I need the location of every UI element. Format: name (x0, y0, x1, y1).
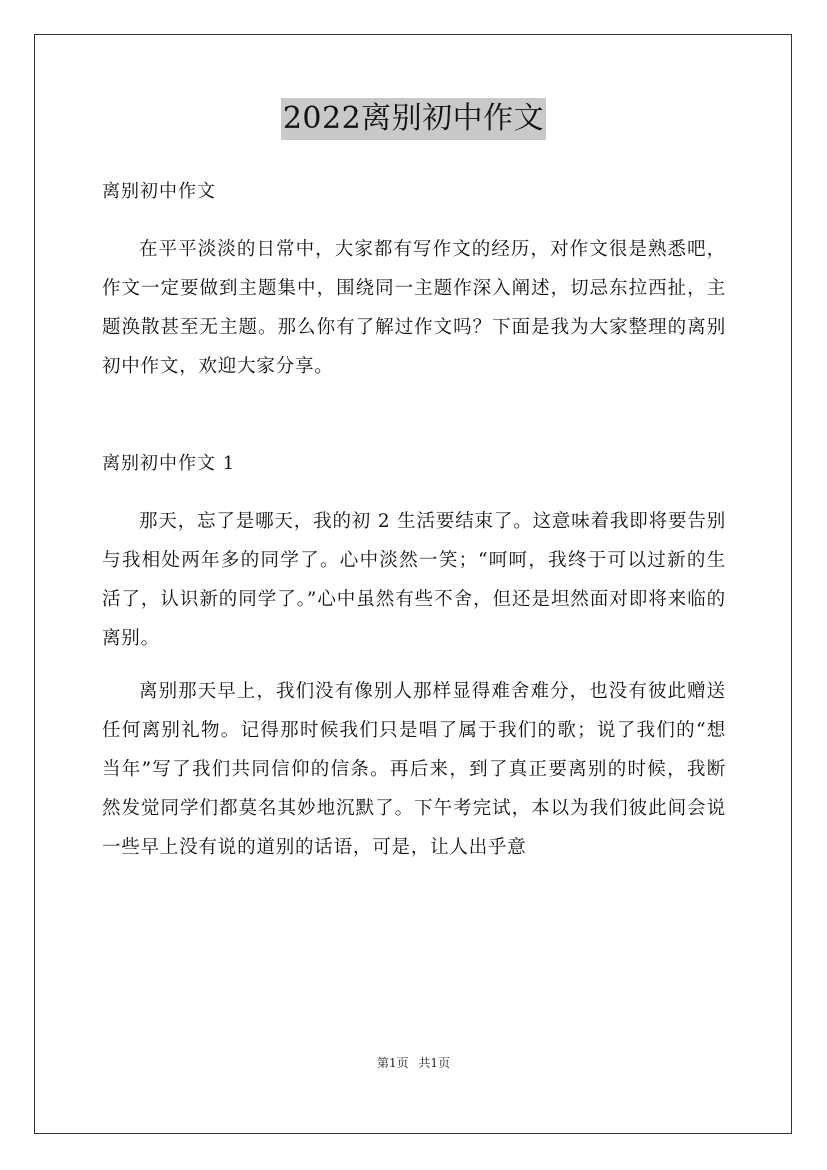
title-container (0, 98, 827, 140)
spacer (102, 386, 726, 444)
page-number-current: 第1页 (376, 1056, 409, 1070)
document-title: 2022离别初中作文 (281, 98, 546, 140)
intro-paragraph: 在平平淡淡的日常中，大家都有写作文的经历，对作文很是熟悉吧，作文一定要做到主题集中，围绕同一主题作深入阐述，切忌东拉西扯，主题涣散甚至无主题。那么你有了解过作文吗？下面是我为大家整理的离别初中作文，欢迎大家分享。 (102, 239, 726, 377)
body-paragraph-2: 离别那天早上，我们没有像别人那样显得难舍难分，也没有彼此赠送任何离别礼物。记得那时候我们只是唱了属于我们的歌；说了我们的“想当年”写了我们共同信仰的信条。再后来，到了真正要离别的时候，我断然发觉同学们都莫名其妙地沉默了。下午考完试，本以为我们彼此间会说一些早上没有说的道别的话语，可是，让人出乎意 (102, 681, 726, 858)
document-body (102, 172, 726, 867)
spacer (102, 484, 726, 502)
body-paragraph-1: 那天，忘了是哪天，我的初 2 生活要结束了。这意味着我即将要告别与我相处两年多的同学了。心中淡然一笑；“呵呵，我终于可以过新的生活了，认识新的同学了。”心中虽然有些不舍，但还是坦然面对即将来临的离别。 (102, 511, 726, 649)
page-number-total: 共1页 (418, 1056, 451, 1070)
intro-heading: 离别初中作文 (102, 181, 216, 202)
page-footer (0, 1055, 827, 1071)
section-heading: 离别初中作文 1 (102, 453, 236, 474)
spacer (102, 658, 726, 672)
spacer (102, 212, 726, 230)
